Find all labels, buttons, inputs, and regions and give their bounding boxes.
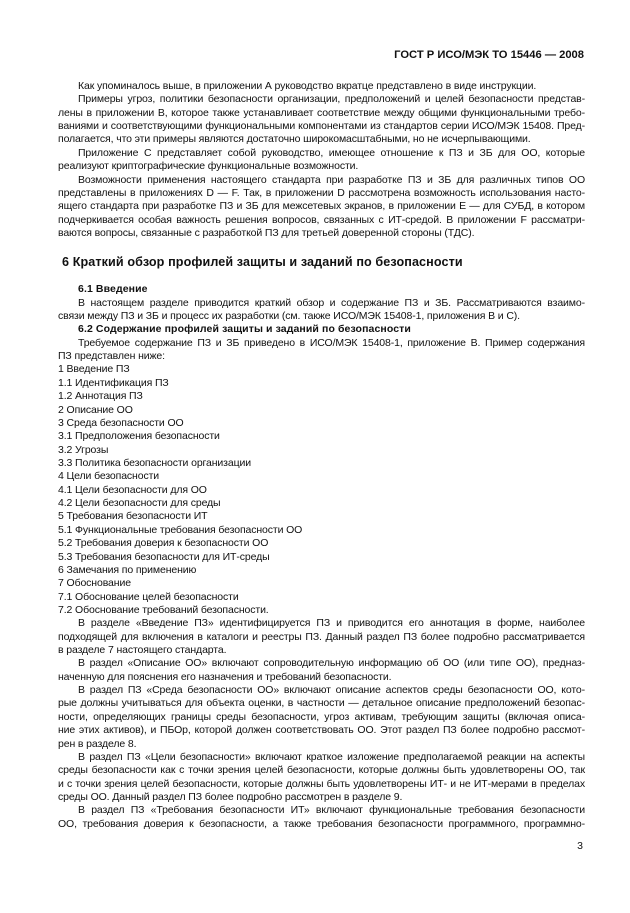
paragraph-line: подчеркивается особая важность решения вопросов, связанных с ИТ-средой. В приложении F рассматри- <box>58 213 585 226</box>
paragraph-line: В раздел «Описание ОО» включают сопроводительную информацию об ОО (или типе ОО), предназ- <box>78 657 585 670</box>
paragraph <box>58 80 585 93</box>
list-item: 1.1 Идентификация ПЗ <box>58 376 169 389</box>
paragraph-line: ваются вопросы, связанные с разработкой ПЗ для третьей доверенной стороны (ТДС). <box>58 226 475 239</box>
paragraph-line: В раздел ПЗ «Требования безопасности ИТ» включают функциональные требования безопасности <box>78 804 585 817</box>
paragraph-line: наченную для пояснения его назначения и требований безопасности. <box>58 670 392 683</box>
contents-list <box>58 363 585 617</box>
paragraph <box>58 617 585 657</box>
list-item: 1 Введение ПЗ <box>58 363 130 376</box>
paragraph <box>58 93 585 146</box>
list-item: 7.1 Обоснование целей безопасности <box>58 590 239 603</box>
paragraph-line: ящего стандарта при разработке ПЗ и ЗБ для межсетевых экранов, в приложении Е — для СУБД, в котором <box>58 200 585 213</box>
paragraph-line: Требуемое содержание ПЗ и ЗБ приведено в ИСО/МЭК 15408-1, приложение В. Пример содержания <box>78 336 585 349</box>
list-item: 6 Замечания по применению <box>58 563 197 576</box>
list-item: 3 Среда безопасности ОО <box>58 416 184 429</box>
paragraph <box>58 337 585 364</box>
page-number: 3 <box>577 840 583 852</box>
document-header: ГОСТ Р ИСО/МЭК ТО 15446 — 2008 <box>394 49 584 61</box>
list-item: 1.2 Аннотация ПЗ <box>58 390 143 403</box>
paragraph-line: полагается, что эти примеры являются достаточно широкомасштабными, но не исчерпывающими. <box>58 133 531 146</box>
paragraph-line: среды ОО. Данный раздел ПЗ более подробно рассмотрен в разделе 9. <box>58 790 403 803</box>
list-item: 3.3 Политика безопасности организации <box>58 456 251 469</box>
paragraph-line: среды безопасности как с точки зрения целей безопасности, которые должны быть удовлетворены ОО, так <box>58 764 585 777</box>
list-item: 5.3 Требования безопасности для ИТ-среды <box>58 550 270 563</box>
paragraph <box>58 657 585 684</box>
paragraph <box>58 684 585 751</box>
document-body <box>58 80 585 831</box>
paragraph-line: Приложение С представляет собой руководство, имеющее отношение к ПЗ и ЗБ для ОО, которые <box>78 146 585 159</box>
paragraph-line: Примеры угроз, политики безопасности организации, предположений и целей безопасности представ- <box>78 93 585 106</box>
list-item: 5.2 Требования доверия к безопасности ОО <box>58 537 269 550</box>
paragraph-line: ПЗ представлен ниже: <box>58 350 165 363</box>
subsection-heading: 6.2 Содержание профилей защиты и заданий по безопасности <box>78 323 411 336</box>
paragraph-line: рые должны учитываться для объекта оценки, в частности — детальное описание предположений безопас- <box>58 697 585 710</box>
paragraph-line: лены в приложении В, которое также устанавливает соответствие между общими функциональными требо- <box>58 106 585 119</box>
paragraph-line: ваниями и соответствующими функциональными компонентами из стандартов серии ИСО/МЭК 15408. Пред- <box>58 120 585 133</box>
list-item: 4.1 Цели безопасности для ОО <box>58 483 207 496</box>
paragraph <box>58 751 585 804</box>
paragraph-line: рен в разделе 8. <box>58 737 137 750</box>
paragraph-line: подходящей для включения в каталоги и реестры ПЗ. Данный раздел ПЗ более подробно рассматривается <box>58 630 585 643</box>
list-item: 2 Описание ОО <box>58 403 133 416</box>
list-item: 4 Цели безопасности <box>58 470 160 483</box>
paragraph <box>58 174 585 241</box>
paragraph-line: Как упоминалось выше, в приложении А руководство вкратце представлено в виде инструкции. <box>78 80 537 92</box>
list-item: 3.2 Угрозы <box>58 443 109 456</box>
list-item: 7.2 Обоснование требований безопасности. <box>58 603 269 616</box>
paragraph <box>58 147 585 174</box>
paragraph-line: В разделе «Введение ПЗ» идентифицируется ПЗ и приводится его аннотация в форме, наиболее <box>78 617 585 630</box>
paragraph-line: В настоящем разделе приводится краткий обзор и содержание ПЗ и ЗБ. Рассматриваются взаимо- <box>78 296 585 309</box>
paragraph-line: ние этих активов), и ПБОр, которой должен соответствовать ОО. Этот раздел ПЗ более подробно рассмот- <box>58 724 585 737</box>
list-item: 7 Обоснование <box>58 577 131 590</box>
section-heading: 6 Краткий обзор профилей защиты и заданий по безопасности <box>62 255 463 270</box>
paragraph-line: В раздел ПЗ «Среда безопасности ОО» включают описание аспектов среды безопасности ОО, кото- <box>78 684 585 697</box>
list-item: 3.1 Предположения безопасности <box>58 430 220 443</box>
paragraph-line: ОО, требования доверия к безопасности, а также требования безопасности программного, программно- <box>58 817 585 830</box>
paragraph-line: В раздел ПЗ «Цели безопасности» включают краткое изложение предполагаемой реакции на аспекты <box>78 750 585 763</box>
paragraph-line: в разделе 7 настоящего стандарта. <box>58 644 227 657</box>
list-item: 4.2 Цели безопасности для среды <box>58 497 221 510</box>
paragraph <box>58 297 585 324</box>
paragraph-line: связи между ПЗ и ЗБ и процесс их разработки (см. также ИСО/МЭК 15408-1, приложения В и С). <box>58 310 520 323</box>
paragraph-line: представлены в приложениях D — F. Так, в приложении D рассмотрена возможность использования насто- <box>58 186 585 199</box>
paragraph <box>58 804 585 831</box>
paragraph-line: реализуют криптографические функциональные возможности. <box>58 160 359 173</box>
paragraph-line: ности, определяющих границы среды безопасности, угроз активам, требующим защиты (включая описа- <box>58 710 585 723</box>
subsection-heading: 6.1 Введение <box>78 283 148 296</box>
paragraph-line: и с точки зрения целей безопасности, которые должны быть удовлетворены ИТ- и не ИТ-мерами в пределах <box>58 777 585 790</box>
paragraph-line: Возможности применения настоящего стандарта при разработке ПЗ и ЗБ для различных типов ОО <box>78 173 585 186</box>
list-item: 5 Требования безопасности ИТ <box>58 510 208 523</box>
list-item: 5.1 Функциональные требования безопасности ОО <box>58 523 303 536</box>
